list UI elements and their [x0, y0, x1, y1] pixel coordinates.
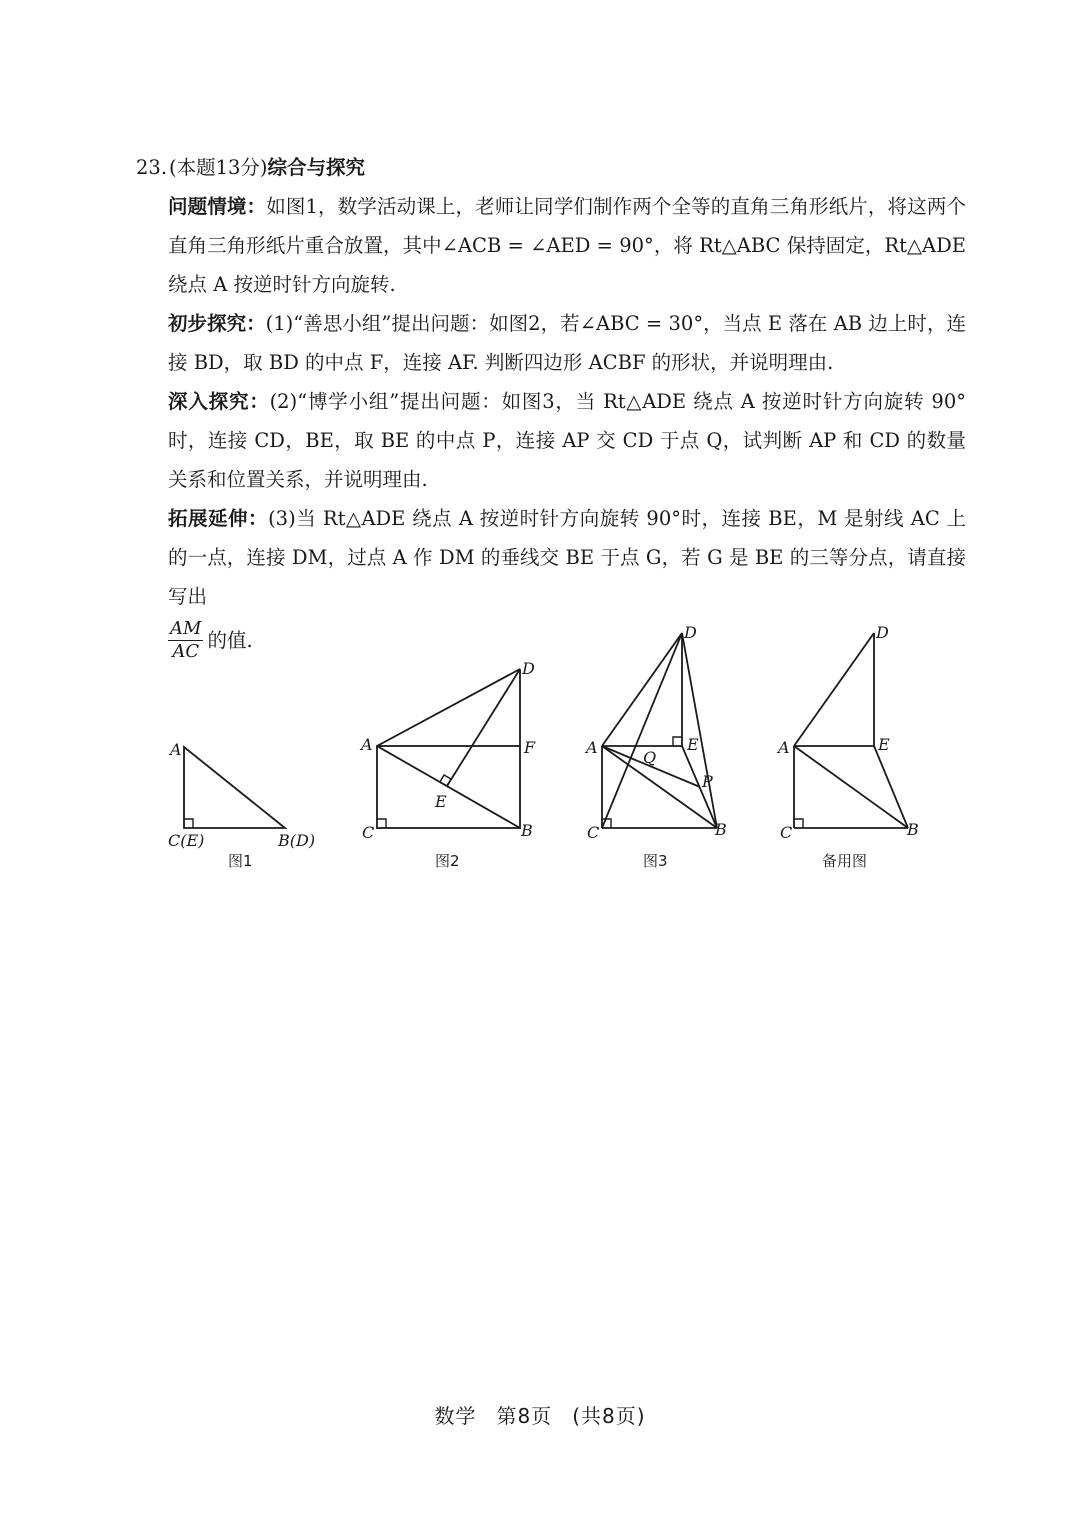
fig4-caption: 备用图 — [822, 852, 868, 870]
fig2-label-d: D — [522, 659, 535, 678]
footer-subject: 数学 — [434, 1404, 477, 1428]
figure-4-diagram — [794, 633, 908, 828]
fig2-segment-ab — [377, 746, 520, 828]
fig2-label-e: E — [435, 792, 447, 811]
figure-2-diagram — [377, 669, 520, 828]
fig1-caption: 图1 — [228, 852, 253, 870]
question-23 — [136, 148, 966, 670]
part-3 — [136, 499, 966, 616]
fig4-label-a: A — [778, 738, 790, 757]
fig3-label-e: E — [687, 735, 699, 754]
part1-label: 初步探究： — [168, 312, 266, 335]
fig3-label-a: A — [586, 738, 598, 757]
fig4-right-angle-c — [794, 819, 803, 828]
footer-page: 第8页 — [496, 1404, 553, 1428]
part3-text: (3)当 Rt△ADE 绕点 A 按逆时针方向旋转 90°时，连接 BE，M 是射线 AC 上的一点，连接 DM，过点 A 作 DM 的垂线交 BE 于点 G，若 G 是 BE 的三等分点，请直接写出 — [168, 507, 966, 608]
fraction-numerator: AM — [170, 618, 202, 639]
part-2 — [136, 382, 966, 499]
fig3-segment-db — [682, 633, 717, 828]
fig4-label-e: E — [878, 735, 890, 754]
fig1-triangle — [184, 747, 285, 828]
footer-total: (共8页) — [572, 1404, 646, 1428]
fig2-label-f: F — [524, 738, 536, 757]
figures-svg — [150, 615, 950, 885]
fig3-label-d: D — [684, 623, 697, 642]
fig1-label-c: C(E) — [168, 831, 205, 850]
question-topic: 综合与探究 — [267, 156, 366, 179]
part-1 — [136, 304, 966, 382]
question-score: (本题13分) — [169, 156, 268, 179]
page-footer — [0, 1400, 1080, 1429]
fig1-label-a: A — [170, 740, 182, 759]
fig4-label-b: B — [907, 820, 919, 839]
fig4-label-d: D — [876, 623, 889, 642]
fig2-segment-de — [447, 669, 520, 786]
fig1-right-angle-mark — [184, 819, 193, 828]
fig3-caption: 图3 — [643, 852, 668, 870]
fig3-right-angle-e — [673, 737, 682, 746]
fig2-right-angle-e — [440, 775, 451, 786]
fig2-label-a: A — [361, 735, 373, 754]
fig2-caption: 图2 — [435, 852, 460, 870]
fig3-label-p: P — [702, 772, 713, 791]
fig2-right-angle-c — [377, 819, 386, 828]
question-number: 23. — [136, 156, 168, 179]
question-header — [136, 148, 966, 187]
situation-text: 如图1，数学活动课上，老师让同学们制作两个全等的直角三角形纸片，将这两个直角三角形纸片重合放置，其中∠ACB = ∠AED = 90°，将 Rt△ABC 保持固定，Rt△ADE 绕点 A 按逆时针方向旋转. — [168, 195, 966, 296]
fig2-label-c: C — [362, 823, 375, 842]
fig1-label-b: B(D) — [278, 831, 316, 850]
fig2-label-b: B — [521, 821, 533, 840]
fig3-label-c: C — [587, 823, 600, 842]
fig3-label-b: B — [715, 820, 727, 839]
part1-text: (1)“善思小组”提出问题：如图2，若∠ABC = 30°，当点 E 落在 AB 边上时，连接 BD，取 BD 的中点 F，连接 AF. 判断四边形 ACBF 的形状，并说明理由. — [168, 312, 966, 374]
part3-label: 拓展延伸： — [168, 507, 269, 530]
fraction-tail: 的值. — [207, 629, 253, 652]
fig2-segment-ad — [377, 669, 520, 746]
part2-label: 深入探究： — [168, 390, 270, 413]
problem-situation — [136, 187, 966, 304]
figures-row — [150, 615, 950, 885]
fig3-label-q: Q — [643, 748, 657, 767]
figure-1-diagram — [184, 747, 285, 828]
situation-label: 问题情境： — [168, 195, 267, 218]
fig4-label-c: C — [780, 823, 793, 842]
fraction-denominator: AC — [172, 641, 200, 662]
figure-3-diagram — [602, 633, 717, 828]
fig4-segment-ad — [794, 633, 874, 746]
part2-text: (2)“博学小组”提出问题：如图3，当 Rt△ADE 绕点 A 按逆时针方向旋转 90°时，连接 CD，BE，取 BE 的中点 P，连接 AP 交 CD 于点 Q，试判断 AP 和 CD 的数量关系和位置关系，并说明理由. — [168, 390, 966, 491]
